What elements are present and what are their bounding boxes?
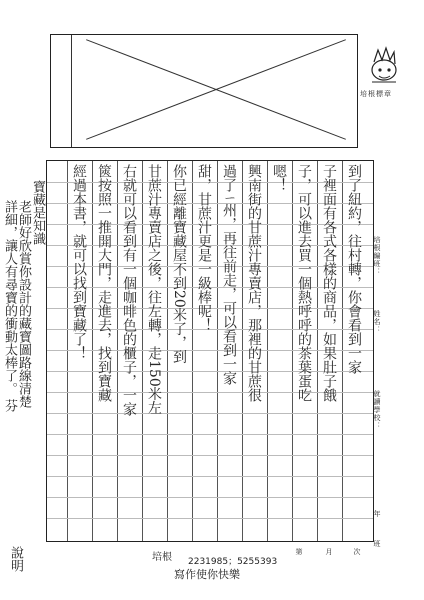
essay-column: 你已經離寶藏屋不到20米了，到 <box>171 164 187 364</box>
frame-divider <box>71 35 72 147</box>
brand-name: 培根 <box>152 552 172 563</box>
teacher-comment-title: 寶藏是知識 <box>30 180 45 245</box>
essay-column: 右就可以看到有一個咖啡色的櫃子，一家 <box>121 164 137 416</box>
class-field-label: 培根編班： <box>373 236 381 276</box>
name-field-label: 姓名： <box>373 310 381 334</box>
essay-column: 甜，甘蔗汁更是一級棒呢！ <box>196 164 212 332</box>
essay-column: 子裡面有各式各樣的商品，如果肚子餓 <box>321 164 337 402</box>
month-label: 月 <box>325 548 333 556</box>
teacher-comment-line: 老師好欣賞你設計的藏寶圖路線清楚 <box>16 200 31 408</box>
page-label: 第 <box>295 548 303 556</box>
stamp-label: 培根標章 <box>360 90 392 98</box>
teacher-signature: 說明 <box>8 546 23 572</box>
grade-label: 年 <box>373 510 381 518</box>
essay-column: 篋按照一推開大門，走進去，找到寶藏 <box>96 164 112 402</box>
phone-number: 2231985；5255393 <box>188 557 278 567</box>
slogan: 寫作使你快樂 <box>174 568 240 581</box>
school-field-label: 就讀學校： <box>373 390 381 430</box>
essay-column: 嗯！ <box>271 164 287 192</box>
times-label: 次 <box>353 548 361 556</box>
essay-column: 興南街的甘蔗汁專賣店，那裡的甘蔗很 <box>246 164 262 402</box>
essay-column: 甘蔗汁專賣店之後，往左轉，走150米左 <box>146 164 162 415</box>
class-suffix-label: 班 <box>373 540 381 548</box>
title-frame <box>50 34 358 148</box>
essay-column: 過了ㄧ州，再往前走，可以看到一家 <box>221 164 237 386</box>
essay-column: 子，可以進去買一個熱呼呼的茶葉蛋吃 <box>296 164 312 402</box>
bacon-mascot-icon <box>362 40 408 94</box>
essay-column: 到了紐約，往村轉，你會看到一家 <box>346 164 362 374</box>
teacher-comment-line: 詳細，讓人有尋寶的衝動太棒了。 芬 <box>2 200 17 413</box>
essay-column: 經過本書，就可以找到寶藏了！ <box>71 164 87 360</box>
